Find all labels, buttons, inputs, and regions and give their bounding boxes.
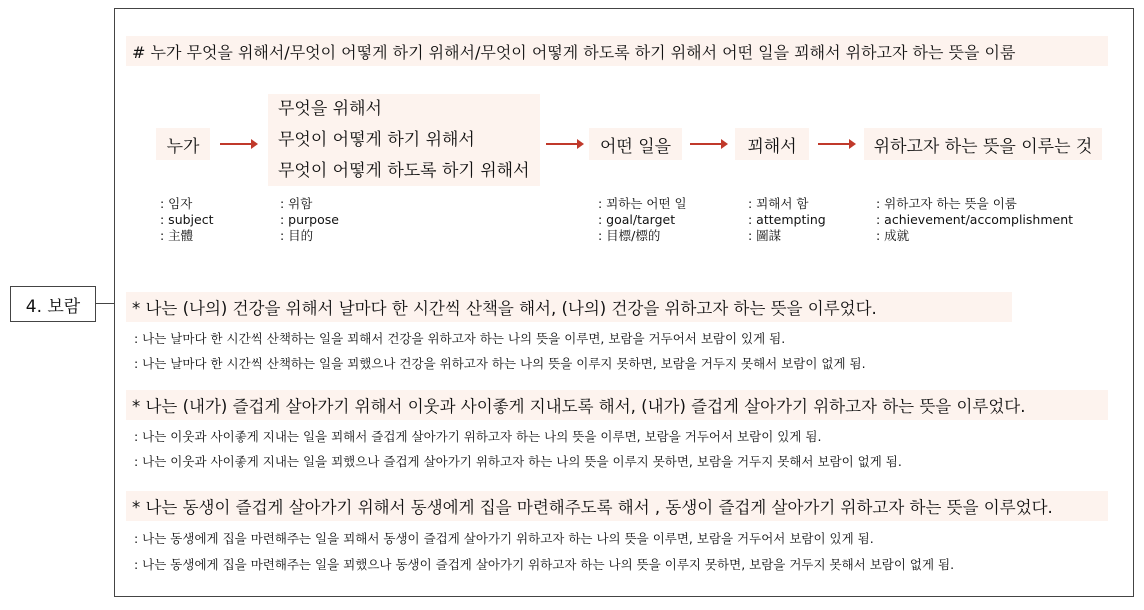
flow-arrow-2 — [546, 143, 582, 145]
def-line: : 임자 — [160, 196, 193, 211]
flow-purpose-line-1: 무엇을 위해서 — [278, 98, 382, 119]
example-1-line-1: : 나는 날마다 한 시간씩 산책하는 일을 꾀해서 건강을 위하고자 하는 나의 뜻을 이루면, 보람을 거두어서 보람이 있게 됨. — [134, 331, 786, 346]
flow-achieve: 위하고자 하는 뜻을 이루는 것 — [864, 128, 1102, 160]
example-3-line-2: : 나는 동생에게 집을 마련해주는 일을 꾀했으나 동생이 즐겁게 살아가기 위하고자 하는 나의 뜻을 이루지 못하면, 보람을 거두지 못해서 보람이 없게 됨. — [134, 557, 955, 572]
def-line: : 主體 — [160, 228, 194, 243]
def-who — [160, 196, 214, 244]
def-line: : 圖謀 — [748, 228, 782, 243]
def-achieve — [876, 196, 1073, 244]
flow-arrow-4 — [818, 143, 854, 145]
flow-arrow-1 — [220, 143, 256, 145]
def-line: : 위함 — [280, 196, 313, 211]
def-line: : achievement/accomplishment — [876, 212, 1074, 227]
def-line: : 위하고자 하는 뜻을 이룸 — [876, 196, 1017, 211]
def-line: : 成就 — [876, 228, 910, 243]
example-sentence-3: * 나는 동생이 즐겁게 살아가기 위해서 동생에게 집을 마련해주도록 해서 , 동생이 즐겁게 살아가기 위하고자 하는 뜻을 이루었다. — [126, 491, 1108, 521]
flow-purpose-line-2: 무엇이 어떻게 하기 위해서 — [278, 129, 475, 150]
flow-who: 누가 — [156, 128, 210, 160]
flow-what-work: 어떤 일을 — [589, 128, 682, 160]
def-purpose — [280, 196, 339, 244]
example-3-line-1: : 나는 동생에게 집을 마련해주는 일을 꾀해서 동생이 즐겁게 살아가기 위하고자 하는 나의 뜻을 이루면, 보람을 거두어서 보람이 있게 됨. — [134, 531, 874, 546]
def-line: : 目的 — [280, 228, 314, 243]
example-1-line-2: : 나는 날마다 한 시간씩 산책하는 일을 꾀했으나 건강을 위하고자 하는 나의 뜻을 이루지 못하면, 보람을 거두지 못해서 보람이 없게 됨. — [134, 356, 866, 371]
hash-summary-line: # 누가 무엇을 위해서/무엇이 어떻게 하기 위해서/무엇이 어떻게 하도록 하기 위해서 어떤 일을 꾀해서 위하고자 하는 뜻을 이룸 — [126, 36, 1108, 66]
def-line: : 目標/標的 — [598, 228, 661, 243]
flow-purpose-line-3: 무엇이 어떻게 하도록 하기 위해서 — [278, 160, 530, 181]
def-line: : 꾀해서 함 — [748, 196, 809, 211]
example-2-line-2: : 나는 이웃과 사이좋게 지내는 일을 꾀했으나 즐겁게 살아가기 위하고자 하는 나의 뜻을 이루지 못하면, 보람을 거두지 못해서 보람이 없게 됨. — [134, 454, 902, 469]
def-line: : attempting — [748, 212, 826, 227]
def-goal — [598, 196, 687, 244]
label-connector — [96, 303, 114, 304]
def-line: : goal/target — [598, 212, 676, 227]
section-label: 4. 보람 — [10, 286, 96, 322]
def-line: : 꾀하는 어떤 일 — [598, 196, 687, 211]
flow-purpose — [268, 94, 540, 186]
example-sentence-2: * 나는 (내가) 즐겁게 살아가기 위해서 이웃과 사이좋게 지내도록 해서, (내가) 즐겁게 살아가기 위하고자 하는 뜻을 이루었다. — [126, 390, 1108, 420]
example-2-line-1: : 나는 이웃과 사이좋게 지내는 일을 꾀해서 즐겁게 살아가기 위하고자 하는 나의 뜻을 이루면, 보람을 거두어서 보람이 있게 됨. — [134, 429, 822, 444]
flow-attempt: 꾀해서 — [735, 128, 809, 160]
def-line: : subject — [160, 212, 214, 227]
def-attempt — [748, 196, 826, 244]
example-sentence-1: * 나는 (나의) 건강을 위해서 날마다 한 시간씩 산책을 해서, (나의) 건강을 위하고자 하는 뜻을 이루었다. — [126, 292, 1012, 322]
flow-arrow-3 — [690, 143, 726, 145]
def-line: : purpose — [280, 212, 339, 227]
